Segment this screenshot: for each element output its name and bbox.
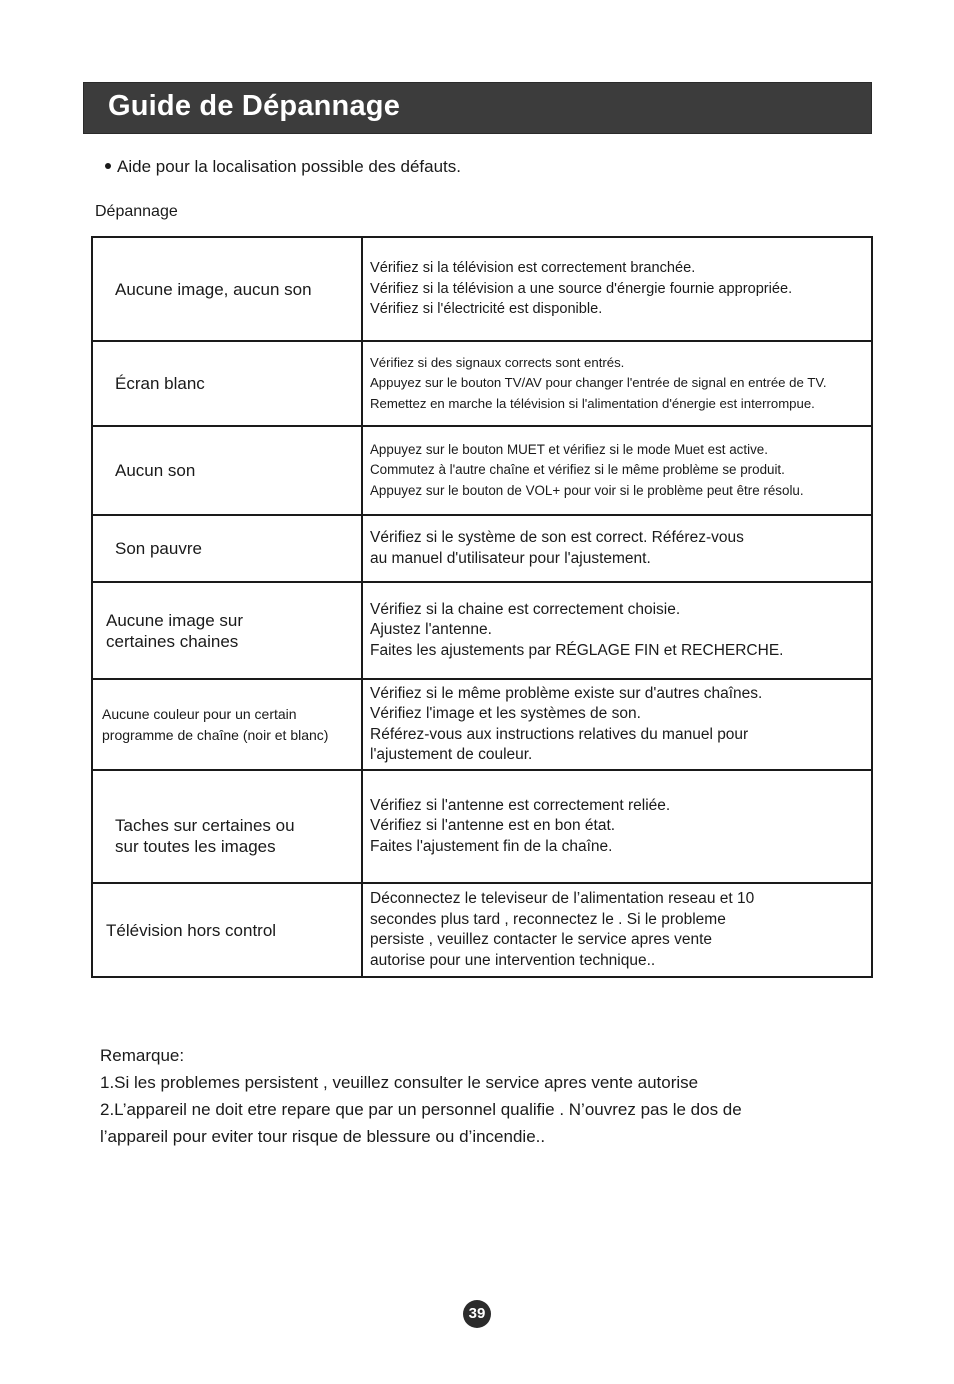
problem-cell bbox=[92, 679, 362, 770]
remark-line: l’appareil pour eviter tour risque de blessure ou d’incendie.. bbox=[100, 1127, 546, 1146]
solution-line: Faites l'ajustement fin de la chaîne. bbox=[370, 837, 613, 855]
solution-line: Vérifiez si le même problème existe sur d'autres chaînes. bbox=[370, 684, 763, 702]
remark-line: 2.L’appareil ne doit etre repare que par un personnel qualifie . N’ouvrez pas le dos de bbox=[100, 1100, 742, 1119]
problem-text: Télévision hors control bbox=[106, 920, 277, 940]
page-number-badge: 39 bbox=[463, 1300, 491, 1328]
page-title: Guide de Dépannage bbox=[108, 90, 401, 122]
solution-line: Vérifiez si des signaux corrects sont entrés. bbox=[370, 354, 625, 370]
solution-cell bbox=[362, 582, 872, 679]
problem-text: programme de chaîne (noir et blanc) bbox=[102, 726, 329, 743]
table-row bbox=[92, 341, 872, 426]
solution-line: Référez-vous aux instructions relatives du manuel pour bbox=[370, 725, 749, 743]
solution-line: Remettez en marche la télévision si l'alimentation d'énergie est interrompue. bbox=[370, 395, 815, 411]
problem-text: Aucune couleur pour un certain bbox=[102, 705, 297, 722]
problem-cell bbox=[92, 426, 362, 515]
table-row bbox=[92, 582, 872, 679]
solution-line: Déconnectez le televiseur de l’alimentation reseau et 10 bbox=[370, 890, 755, 907]
solution-line: secondes plus tard , reconnectez le . Si le probleme bbox=[370, 910, 726, 928]
solution-line: Commutez à l'autre chaîne et vérifiez si le même problème se produit. bbox=[370, 462, 785, 478]
solution-line: Vérifiez si l'antenne est correctement reliée. bbox=[370, 796, 671, 814]
remark-line: 1.Si les problemes persistent , veuillez consulter le service apres vente autorise bbox=[100, 1073, 699, 1092]
intro-bullet bbox=[105, 157, 461, 177]
solution-line: Vérifiez si le système de son est correct. Référez-vous bbox=[370, 529, 744, 546]
intro-text: Aide pour la localisation possible des défauts. bbox=[117, 157, 461, 176]
solution-line: Vérifiez si la télévision est correctement branchée. bbox=[370, 260, 696, 277]
table-row bbox=[92, 679, 872, 770]
solution-line: Vérifiez si la chaine est correctement choisie. bbox=[370, 600, 681, 618]
remark-block bbox=[100, 1042, 860, 1150]
solution-line: Vérifiez si l'antenne est en bon état. bbox=[370, 817, 616, 835]
problem-text: Aucun son bbox=[115, 461, 196, 480]
problem-cell bbox=[92, 770, 362, 883]
problem-text: Son pauvre bbox=[115, 539, 202, 558]
solution-line: Vérifiez l'image et les systèmes de son. bbox=[370, 705, 641, 722]
table-row bbox=[92, 237, 872, 341]
solution-line: Ajustez l'antenne. bbox=[370, 621, 492, 639]
table-row bbox=[92, 883, 872, 977]
solution-line: au manuel d'utilisateur pour l'ajustement. bbox=[370, 549, 651, 567]
problem-text: certaines chaines bbox=[106, 631, 239, 651]
problem-text: Aucune image sur bbox=[106, 610, 244, 630]
table-row bbox=[92, 426, 872, 515]
solution-cell bbox=[362, 679, 872, 770]
solution-line: Vérifiez si l'électricité est disponible. bbox=[370, 301, 603, 318]
solution-line: Appuyez sur le bouton MUET et vérifiez si le mode Muet est active. bbox=[370, 441, 768, 457]
problem-text: Aucune image, aucun son bbox=[115, 279, 312, 299]
solution-line: Appuyez sur le bouton de VOL+ pour voir si le problème peut être résolu. bbox=[370, 482, 804, 498]
solution-cell bbox=[362, 426, 872, 515]
solution-cell bbox=[362, 883, 872, 977]
solution-cell bbox=[362, 341, 872, 426]
solution-line: Vérifiez si la télévision a une source d'énergie fournie appropriée. bbox=[370, 280, 793, 297]
problem-cell bbox=[92, 341, 362, 426]
remark-heading: Remarque: bbox=[100, 1046, 185, 1065]
problem-cell bbox=[92, 237, 362, 341]
title-bar bbox=[83, 82, 872, 134]
bullet-icon bbox=[105, 163, 111, 169]
solution-line: Appuyez sur le bouton TV/AV pour changer l'entrée de signal en entrée de TV. bbox=[370, 375, 827, 391]
solution-line: autorise pour une intervention technique.. bbox=[370, 951, 656, 969]
table-row bbox=[92, 515, 872, 582]
problem-cell bbox=[92, 883, 362, 977]
section-label: Dépannage bbox=[95, 203, 178, 220]
solution-cell bbox=[362, 515, 872, 582]
problem-cell bbox=[92, 515, 362, 582]
problem-text: sur toutes les images bbox=[115, 836, 276, 856]
solution-line: persiste , veuillez contacter le service apres vente bbox=[370, 931, 713, 948]
solution-line: Faites les ajustements par RÉGLAGE FIN et RECHERCHE. bbox=[370, 641, 784, 659]
solution-cell bbox=[362, 237, 872, 341]
problem-text: Écran blanc bbox=[115, 374, 205, 393]
troubleshooting-table bbox=[91, 236, 873, 978]
solution-cell bbox=[362, 770, 872, 883]
problem-cell bbox=[92, 582, 362, 679]
solution-line: l'ajustement de couleur. bbox=[370, 746, 533, 763]
table-row bbox=[92, 770, 872, 883]
problem-text: Taches sur certaines ou bbox=[115, 815, 295, 835]
